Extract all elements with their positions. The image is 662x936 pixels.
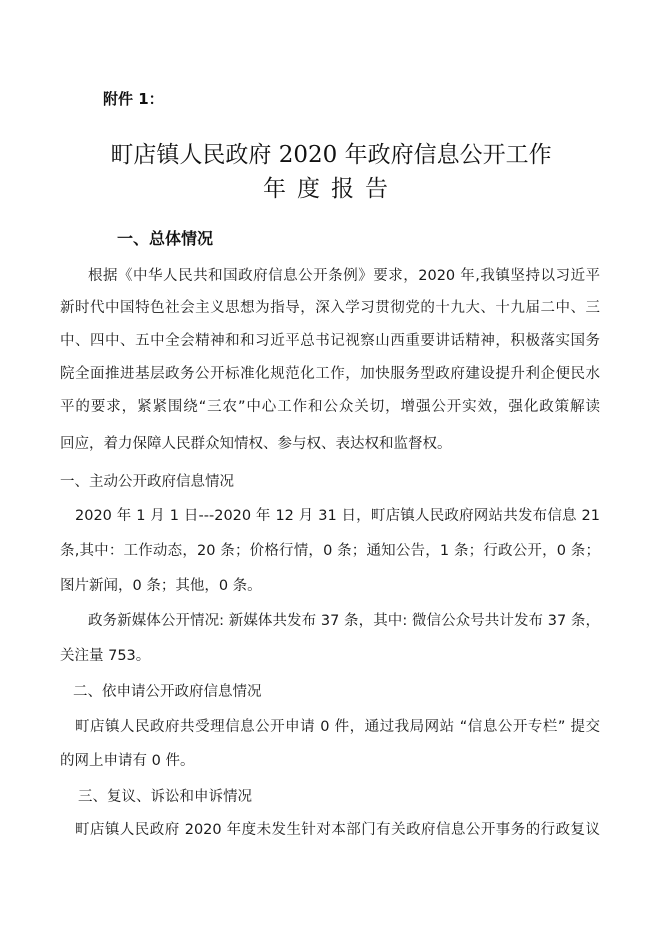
body-line: 图片新闻，0 条；其他，0 条。: [60, 578, 262, 594]
body-line: 政务新媒体公开情况: 新媒体共发布 37 条，其中: 微信公众号共计发布 37 条，: [88, 613, 600, 629]
body-line: 新时代中国特色社会主义思想为指导，深入学习贯彻党的十九大、十九届二中、三: [60, 300, 600, 316]
report-title-line-2: 年度报告: [263, 176, 399, 202]
body-line: 中、四中、五中全会精神和和习近平总书记视察山西重要讲话精神，积极落实国务: [60, 333, 600, 349]
report-title-line-1: 町店镇人民政府 2020 年政府信息公开工作: [110, 142, 552, 168]
attachment-label: 附件 1：: [103, 90, 164, 108]
body-line: 町店镇人民政府 2020 年度未发生针对本部门有关政府信息公开事务的行政复议: [75, 822, 600, 838]
subsection-heading-request-disclosure: 二、依申请公开政府信息情况: [73, 684, 262, 700]
body-line: 关注量 753。: [60, 648, 151, 664]
section-heading-overview: 一、总体情况: [117, 229, 214, 248]
subsection-heading-active-disclosure: 一、主动公开政府信息情况: [60, 474, 234, 490]
body-line: 根据《中华人民共和国政府信息公开条例》要求，2020 年,我镇坚持以习近平: [88, 268, 600, 284]
body-line: 回应，着力保障人民群众知情权、参与权、表达权和监督权。: [60, 436, 452, 452]
body-line: 院全面推进基层政务公开标准化规范化工作，加快服务型政府建设提升利企便民水: [60, 366, 600, 382]
body-line: 町店镇人民政府共受理信息公开申请 0 件，通过我局网站 “信息公开专栏” 提交: [75, 719, 600, 735]
body-line: 条,其中：工作动态，20 条；价格行情，0 条；通知公告，1 条；行政公开，0 条；: [60, 543, 600, 559]
body-line: 的网上申请有 0 件。: [60, 753, 195, 769]
body-line: 2020 年 1 月 1 日---2020 年 12 月 31 日，町店镇人民政府网站共发布信息 21: [75, 508, 600, 524]
body-line: 平的要求，紧紧围绕“三农”中心工作和公众关切，增强公开实效，强化政策解读: [60, 399, 600, 415]
subsection-heading-review-litigation: 三、复议、诉讼和申诉情况: [78, 789, 252, 805]
